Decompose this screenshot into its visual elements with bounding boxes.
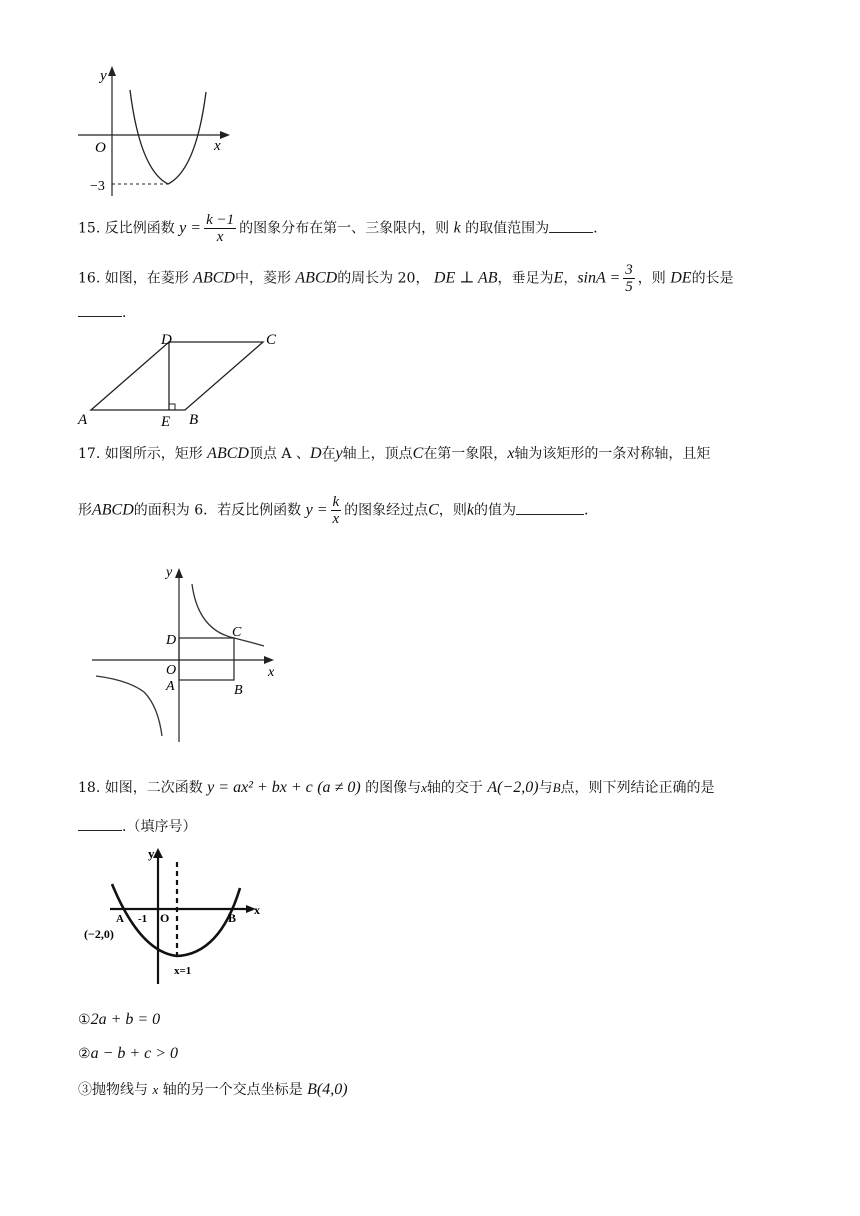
- question-16: [78, 262, 734, 295]
- q17-d: D: [309, 445, 322, 462]
- q17-y: y: [335, 445, 343, 462]
- question-15: [78, 212, 598, 245]
- quadratic-figure: [80, 842, 266, 988]
- q18-x: x: [421, 780, 427, 795]
- label-y: y: [148, 846, 155, 861]
- question-17-line-2: [78, 494, 588, 527]
- q17-text-e: 在第一象限，: [423, 446, 508, 462]
- y-arrow-icon: [108, 66, 116, 76]
- q18-number: 18.: [78, 780, 101, 796]
- q18-text-e: 点，则下列结论正确的是: [560, 780, 715, 796]
- label-o: O: [95, 140, 106, 156]
- q17-text-a: 如图所示，矩形: [104, 446, 203, 462]
- label-a: A: [166, 679, 175, 694]
- q17-eq-lhs: y =: [305, 501, 328, 519]
- option-3-x: x: [152, 1082, 159, 1097]
- rhombus-figure: [72, 328, 292, 432]
- option-3-text-2: 轴的另一个交点坐标是: [162, 1082, 303, 1098]
- q16-sin: sinA =: [577, 269, 621, 287]
- q18-text-c: 轴的交于: [426, 780, 483, 796]
- q16-abcd-2: ABCD: [295, 269, 338, 287]
- q15-frac-num: k −1: [206, 212, 235, 228]
- q15-end: .: [593, 220, 598, 237]
- hyperbola-branch-1: [192, 584, 264, 646]
- q16-text-f: ，则: [637, 270, 666, 287]
- label-a: A: [78, 412, 88, 428]
- q15-answer-blank[interactable]: [549, 218, 593, 233]
- label-a: A: [116, 913, 124, 925]
- option-1-text: 2a + b = 0: [90, 1011, 161, 1028]
- q17-abcd: ABCD: [207, 445, 249, 462]
- option-1-mark: ①: [78, 1012, 91, 1028]
- q17-text-f: 轴为该矩形的一条对称轴，且矩: [514, 446, 711, 462]
- q17-line2-d: ，则: [438, 502, 467, 519]
- q16-frac-den: 5: [625, 279, 633, 295]
- q15-frac-den: x: [216, 229, 224, 245]
- q17-frac-num: k: [332, 494, 340, 510]
- label-c: C: [266, 332, 277, 348]
- q18-condition: (a ≠ 0): [317, 779, 361, 796]
- q16-text-e: ，: [563, 270, 578, 287]
- q17-c2: C: [428, 501, 439, 519]
- q15-number: 15.: [78, 220, 101, 237]
- q15-var-k: k: [453, 219, 461, 237]
- q17-number: 17.: [78, 446, 101, 462]
- q16-text-a: 如图，在菱形: [104, 270, 189, 287]
- q17-line2-b: 的面积为 6．若反比例函数: [133, 502, 302, 519]
- label-y: y: [166, 565, 173, 580]
- q16-text-c: 的周长为 20，: [337, 270, 430, 287]
- q17-x: x: [507, 445, 515, 462]
- q18-answer-blank[interactable]: [78, 816, 122, 831]
- q15-text-b: 的图象分布在第一、三象限内，则: [239, 220, 450, 237]
- question-17: [78, 444, 710, 464]
- q16-frac-num: 3: [625, 262, 633, 278]
- option-3: [78, 1080, 348, 1100]
- right-angle-mark: [169, 404, 175, 410]
- option-2-text: a − b + c > 0: [90, 1045, 179, 1062]
- label-x: x: [268, 665, 275, 680]
- q18-text-f: .（填序号）: [122, 819, 197, 835]
- label-o: O: [166, 663, 177, 678]
- q16-fraction: [623, 262, 635, 295]
- q17-line2-a: 形: [78, 502, 92, 519]
- rectangle-abcd: [179, 638, 234, 680]
- label-d: D: [161, 332, 172, 348]
- q17-frac-den: x: [332, 511, 340, 527]
- q17-c: C: [412, 445, 424, 462]
- q16-number: 16.: [78, 270, 101, 287]
- option-3-text: 抛物线与: [92, 1082, 148, 1098]
- question-18-line-2: [78, 816, 196, 837]
- question-16-line-2: [78, 302, 126, 323]
- q17-line2-e: 的值为: [473, 502, 516, 519]
- q16-var-e: E: [553, 269, 564, 287]
- rhombus-shape: [91, 342, 263, 410]
- label-x: x: [254, 903, 260, 917]
- label-d: D: [166, 633, 177, 648]
- hyperbola-figure: [88, 560, 288, 744]
- option-1: [78, 1010, 160, 1030]
- label-b: B: [189, 412, 199, 428]
- q18-point-a: A(−2,0): [487, 779, 539, 796]
- option-3-mark: ③: [78, 1082, 92, 1098]
- q16-abcd-1: ABCD: [193, 269, 235, 287]
- q18-equation: y = ax² + bx + c: [207, 779, 313, 796]
- option-2: [78, 1044, 178, 1064]
- q15-text-a: 反比例函数: [104, 220, 175, 237]
- parabola-figure: [70, 60, 240, 200]
- parabola-curve: [130, 90, 206, 184]
- q17-abcd-2: ABCD: [92, 501, 134, 519]
- label-y: y: [100, 68, 107, 84]
- q17-text-d: 轴上，顶点: [342, 446, 413, 462]
- option-2-mark: ②: [78, 1046, 91, 1062]
- q16-text-g: 的长是: [691, 270, 734, 287]
- q17-text-c: 在: [321, 446, 336, 462]
- x-arrow-icon: [220, 131, 230, 139]
- q16-answer-blank[interactable]: [78, 302, 122, 317]
- label-x: x: [214, 138, 221, 154]
- label-neg1: -1: [138, 913, 148, 925]
- q17-text-b: 顶点 A 、: [248, 446, 310, 462]
- q16-end: .: [122, 305, 127, 321]
- q17-k: k: [466, 501, 474, 519]
- q18-text-a: 如图，二次函数: [104, 780, 203, 796]
- q15-fraction: [204, 212, 236, 245]
- q16-de: DE: [670, 269, 692, 287]
- x-arrow-icon: [264, 656, 274, 664]
- q17-end: .: [583, 502, 589, 519]
- label-axis: x=1: [174, 965, 192, 977]
- q18-text-d: 与: [538, 780, 553, 796]
- label-b: B: [228, 911, 237, 925]
- q18-b: B: [552, 780, 561, 795]
- hyperbola-branch-2: [96, 676, 162, 736]
- q16-text-b: 中，菱形: [234, 270, 291, 287]
- q16-perp: DE ⊥ AB: [433, 269, 498, 287]
- q18-text-b: 的图像与: [365, 780, 422, 796]
- q17-answer-blank[interactable]: [516, 500, 584, 515]
- label-e: E: [161, 414, 171, 430]
- q15-eq-lhs: y =: [179, 219, 202, 237]
- y-arrow-icon: [175, 568, 183, 578]
- q15-text-c: 的取值范围为: [465, 220, 550, 237]
- q17-line2-c: 的图象经过点: [344, 502, 429, 519]
- y-arrow-icon: [153, 848, 163, 858]
- label-o: O: [160, 911, 170, 925]
- q16-text-d: ，垂足为: [497, 270, 554, 287]
- label-point-a: (−2,0): [84, 927, 114, 941]
- question-18: [78, 778, 715, 798]
- label-c: C: [232, 625, 242, 640]
- label-min: −3: [90, 179, 105, 194]
- q17-fraction: [331, 494, 342, 527]
- label-b: B: [234, 683, 243, 698]
- option-3-point: B(4,0): [307, 1081, 348, 1098]
